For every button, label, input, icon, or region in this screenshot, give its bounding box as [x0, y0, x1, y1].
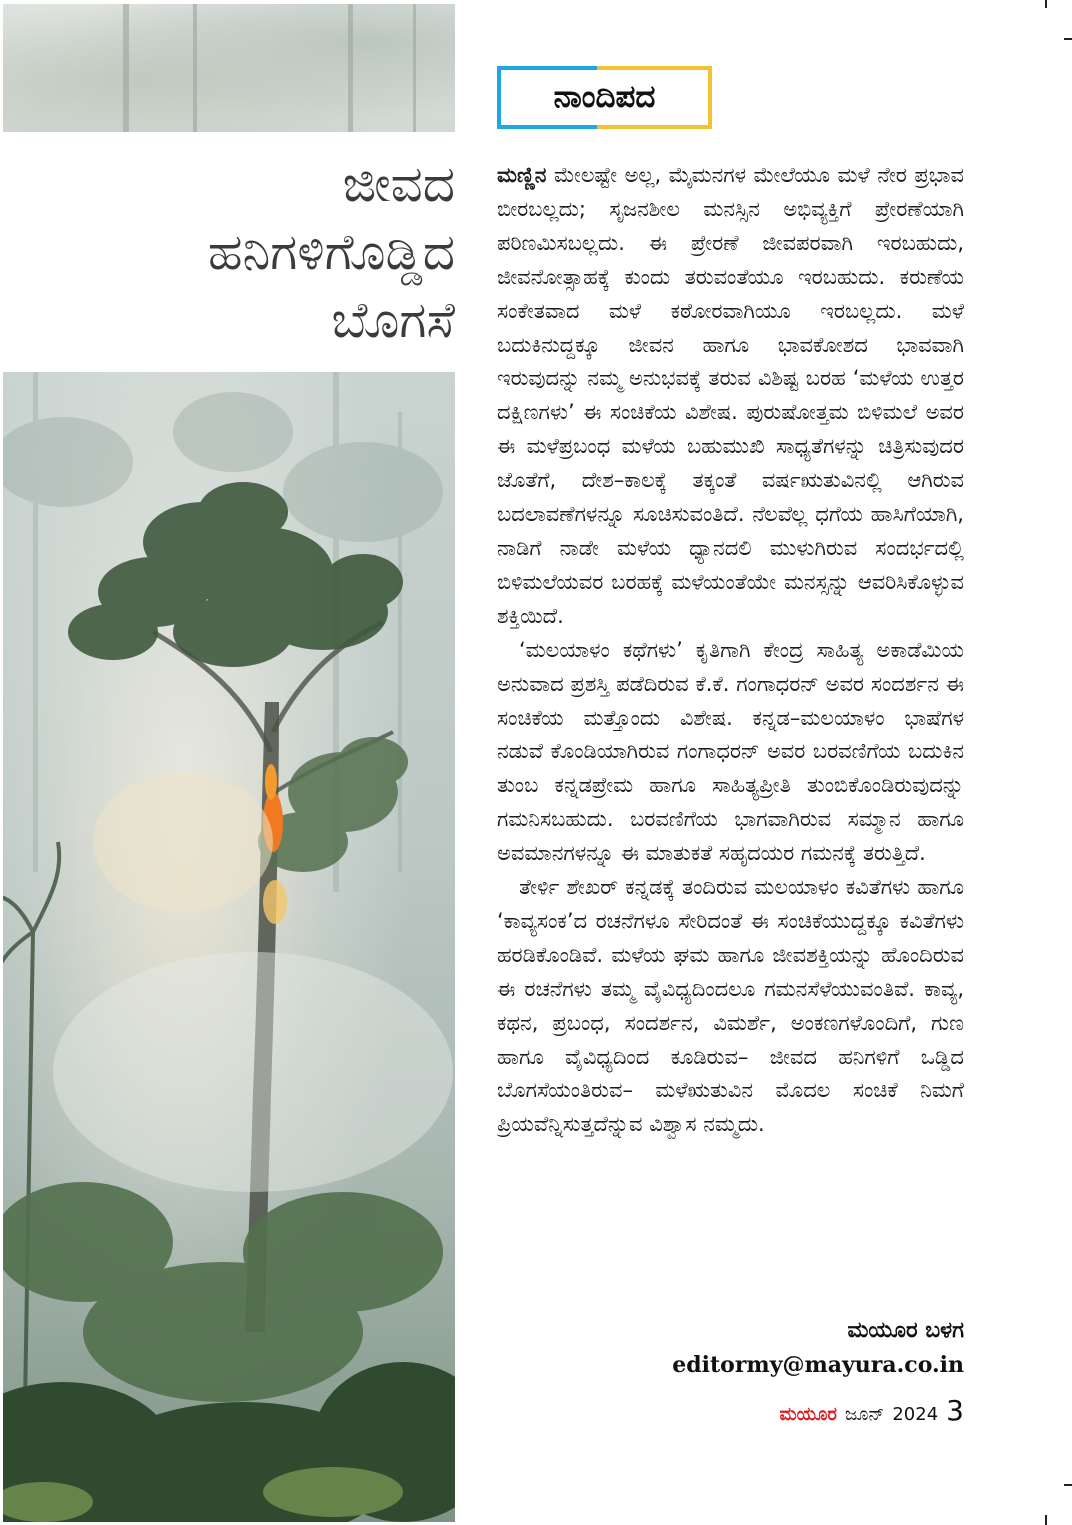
forest-photo-top — [3, 4, 455, 132]
editorial-article — [497, 159, 964, 1142]
crop-mark-bottom — [1045, 1515, 1047, 1525]
box-accent-top — [597, 66, 712, 70]
editor-email[interactable]: editormy@mayura.co.in — [672, 1352, 964, 1378]
magazine-brand: ಮಯೂರ — [779, 1404, 837, 1425]
section-label: ನಾಂದಿಪದ — [553, 79, 656, 115]
headline-line-1: ಜೀವದ — [342, 155, 455, 213]
page-number: 3 — [946, 1394, 964, 1427]
forest-illustration — [3, 372, 455, 1522]
article-paragraph-1 — [497, 159, 964, 634]
signature: ಮಯೂರ ಬಳಗ — [847, 1318, 964, 1343]
box-accent-bottom — [597, 125, 712, 129]
section-label-box — [497, 66, 712, 129]
article-paragraph-3: ತೇರ್ಳಿ ಶೇಖರ್ ಕನ್ನಡಕ್ಕೆ ತಂದಿರುವ ಮಲಯಾಳಂ ಕವಿತೆಗಳು ಹಾಗೂ ‘ಕಾವ್ಯಸಂಕ’ದ ರಚನೆಗಳೂ ಸೇರಿದಂತೆ ಈ ಸಂಚಿಕೆಯುದ್ದಕ್ಕೂ ಕವಿತೆಗಳು ಹರಡಿಕೊಂಡಿವೆ. ಮಳೆಯ ಘಮ ಹಾಗೂ ಜೀವಶಕ್ತಿಯನ್ನು ಹೊಂದಿರುವ ಈ ರಚನೆಗಳು ತಮ್ಮ ವೈವಿಧ್ಯದಿಂದಲೂ ಗಮನಸೆಳೆಯುವಂತಿವೆ. ಕಾವ್ಯ, ಕಥನ, ಪ್ರಬಂಧ, ಸಂದರ್ಶನ, ವಿಮರ್ಶೆ, ಅಂಕಣಗಳೊಂದಿಗೆ, ಗುಣ ಹಾಗೂ ವೈವಿಧ್ಯದಿಂದ ಕೂಡಿರುವ– ಜೀವದ ಹನಿಗಳಿಗೆ ಒಡ್ಡಿದ ಬೊಗಸೆಯಂತಿರುವ– ಮಳೆಋತುವಿನ ಮೊದಲ ಸಂಚಿಕೆ ನಿಮಗೆ ಪ್ರಿಯವೆನ್ನಿಸುತ್ತದೆನ್ನುವ ವಿಶ್ವಾಸ ನಮ್ಮದು. — [497, 875, 964, 1137]
page-footer — [780, 1394, 964, 1427]
crop-mark-top — [1045, 0, 1047, 8]
forest-fire-photo — [3, 372, 455, 1522]
lead-word: ಮಣ್ಣಿನ — [497, 163, 547, 187]
headline-line-3: ಬೊಗಸೆ — [331, 291, 455, 349]
headline-line-2: ಹನಿಗಳಿಗೊಡ್ಡಿದ — [207, 223, 455, 281]
headline — [55, 150, 455, 354]
crop-mark-right-top — [1064, 38, 1072, 40]
issue-month: ಜೂನ್ — [844, 1404, 885, 1425]
article-paragraph-2: ‘ಮಲಯಾಳಂ ಕಥೆಗಳು’ ಕೃತಿಗಾಗಿ ಕೇಂದ್ರ ಸಾಹಿತ್ಯ ಅಕಾಡೆಮಿಯ ಅನುವಾದ ಪ್ರಶಸ್ತಿ ಪಡೆದಿರುವ ಕೆ.ಕೆ. ಗಂಗಾಧರನ್ ಅವರ ಸಂದರ್ಶನ ಈ ಸಂಚಿಕೆಯ ಮತ್ತೊಂದು ವಿಶೇಷ. ಕನ್ನಡ–ಮಲಯಾಳಂ ಭಾಷೆಗಳ ನಡುವೆ ಕೊಂಡಿಯಾಗಿರುವ ಗಂಗಾಧರನ್ ಅವರ ಬರವಣಿಗೆಯ ಬದುಕಿನ ತುಂಬ ಕನ್ನಡಪ್ರೇಮ ಹಾಗೂ ಸಾಹಿತ್ಯಪ್ರೀತಿ ತುಂಬಿಕೊಂಡಿರುವುದನ್ನು ಗಮನಿಸಬಹುದು. ಬರವಣಿಗೆಯ ಭಾಗವಾಗಿರುವ ಸಮ್ಮಾನ ಹಾಗೂ ಅವಮಾನಗಳನ್ನೂ ಈ ಮಾತುಕತೆ ಸಹೃದಯರ ಗಮನಕ್ಕೆ ತರುತ್ತಿದೆ. — [497, 637, 964, 866]
issue-year: 2024 — [892, 1404, 939, 1425]
crop-mark-right-bottom — [1064, 1484, 1072, 1486]
article-paragraph-1-text: ಮೇಲಷ್ಟೇ ಅಲ್ಲ, ಮೈಮನಗಳ ಮೇಲೆಯೂ ಮಳೆ ನೇರ ಪ್ರಭಾವ ಬೀರಬಲ್ಲದು; ಸೃಜನಶೀಲ ಮನಸ್ಸಿನ ಅಭಿವ್ಯಕ್ತಿಗೆ ಪ್ರೇರಣೆಯಾಗಿ ಪರಿಣಮಿಸಬಲ್ಲದು. ಈ ಪ್ರೇರಣೆ ಜೀವಪರವಾಗಿ ಇರಬಹುದು, ಜೀವನೋತ್ಸಾಹಕ್ಕೆ ಕುಂದು ತರುವಂತೆಯೂ ಇರಬಹುದು. ಕರುಣೆಯ ಸಂಕೇತವಾದ ಮಳೆ ಕಠೋರವಾಗಿಯೂ ಇರಬಲ್ಲದು. ಮಳೆ ಬದುಕಿನುದ್ದಕ್ಕೂ ಜೀವನ ಹಾಗೂ ಭಾವಕೋಶದ ಭಾವವಾಗಿ ಇರುವುದನ್ನು ನಮ್ಮ ಅನುಭವಕ್ಕೆ ತರುವ ವಿಶಿಷ್ಟ ಬರಹ ‘ಮಳೆಯ ಉತ್ತರ ದಕ್ಷಿಣಗಳು’ ಈ ಸಂಚಿಕೆಯ ವಿಶೇಷ. ಪುರುಷೋತ್ತಮ ಬಿಳಿಮಲೆ ಅವರ ಈ ಮಳೆಪ್ರಬಂಧ ಮಳೆಯ ಬಹುಮುಖಿ ಸಾಧ್ಯತೆಗಳನ್ನು ಚಿತ್ರಿಸುವುದರ ಜೊತೆಗೆ, ದೇಶ–ಕಾಲಕ್ಕೆ ತಕ್ಕಂತೆ ವರ್ಷಋತುವಿನಲ್ಲಿ ಆಗಿರುವ ಬದಲಾವಣೆಗಳನ್ನೂ ಸೂಚಿಸುವಂತಿದೆ. ನೆಲವೆಲ್ಲ ಧಗೆಯ ಹಾಸಿಗೆಯಾಗಿ, ನಾಡಿಗೆ ನಾಡೇ ಮಳೆಯ ಧ್ಯಾನದಲಿ ಮುಳುಗಿರುವ ಸಂದರ್ಭದಲ್ಲಿ ಬಿಳಿಮಲೆಯವರ ಬರಹಕ್ಕೆ ಮಳೆಯಂತೆಯೇ ಮನಸ್ಸನ್ನು ಆವರಿಸಿಕೊಳ್ಳುವ ಶಕ್ತಿಯಿದೆ. — [497, 163, 964, 628]
